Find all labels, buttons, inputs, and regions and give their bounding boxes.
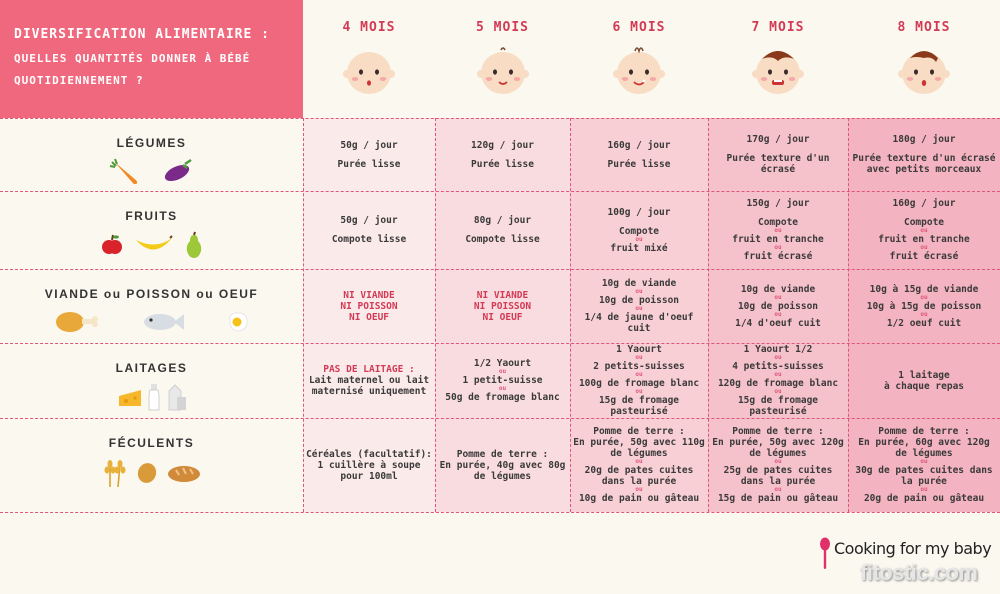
cell-line: 1/4 de jaune d'oeuf cuit xyxy=(584,312,694,334)
wheat-icon xyxy=(102,458,128,488)
column-divider xyxy=(848,118,849,512)
cell-or: ou xyxy=(920,293,928,301)
cell-line: 1 petit-suisse xyxy=(462,375,543,386)
cell-line: En purée, 50g avec 120g de légumes xyxy=(712,437,844,459)
cell-line: 50g / jour xyxy=(340,139,398,151)
cell-warning: PAS DE LAITAGE : xyxy=(323,364,415,375)
cell-line: 15g de fromage pasteurisé xyxy=(737,395,819,417)
cell-line: fruit écrasé xyxy=(743,251,813,262)
table-cell xyxy=(570,118,708,191)
cell-or: ou xyxy=(774,244,782,251)
row-divider xyxy=(0,418,1000,419)
subtitle-line-1: QUELLES QUANTITÉS DONNER À BÉBÉ xyxy=(14,52,251,65)
cell-or: ou xyxy=(635,388,643,395)
cheese-icon xyxy=(117,386,143,408)
cell-line: Compote lisse xyxy=(465,234,540,245)
row-label xyxy=(0,343,303,418)
cell-line: 1 cuillère à soupe pour 100ml xyxy=(317,459,421,482)
cell-line: 10g de poisson xyxy=(737,300,819,312)
fish-icon xyxy=(140,310,186,334)
baby-face-icon xyxy=(748,45,808,97)
cell-line: 160g / jour xyxy=(607,139,671,151)
cell-or: ou xyxy=(498,385,507,392)
table-cell xyxy=(848,191,1000,269)
table-cell xyxy=(435,191,570,269)
cell-warning: NI VIANDE xyxy=(343,289,395,301)
row-label-text: FÉCULENTS xyxy=(108,436,195,450)
cell-line: En purée, 50g avec 110g de légumes xyxy=(573,437,705,459)
cell-line: 10g de pain ou gâteau xyxy=(578,493,700,504)
cell-or: ou xyxy=(635,235,643,243)
cell-line: 30g de pates cuites dans la purée xyxy=(855,465,993,487)
spoon-icon xyxy=(818,537,832,571)
cell-or: ou xyxy=(774,227,782,234)
cell-line: Pomme de terre : xyxy=(456,448,549,460)
cell-or: ou xyxy=(635,354,643,361)
egg-icon xyxy=(226,310,250,334)
column-divider xyxy=(303,118,304,512)
cell-line: Compote lisse xyxy=(331,234,407,245)
cell-line: 20g de pain ou gâteau xyxy=(863,493,985,504)
bread-icon xyxy=(166,462,202,484)
cell-line: 4 petits-suisses xyxy=(732,361,824,372)
table-cell xyxy=(303,269,435,343)
cell-warning: NI POISSON xyxy=(340,300,398,312)
cell-line: 1/2 oeuf cuit xyxy=(886,317,962,329)
table-cell xyxy=(848,418,1000,512)
pear-icon xyxy=(184,231,204,259)
cell-or: ou xyxy=(635,305,643,312)
cell-line: 50g / jour xyxy=(340,215,398,226)
age-label: 5 MOIS xyxy=(476,20,529,35)
baby-face-icon xyxy=(473,45,533,97)
cell-line: Purée texture d'un écrasé avec petits morceaux xyxy=(852,153,996,175)
cell-or: ou xyxy=(774,371,782,378)
cell-or: ou xyxy=(774,310,782,318)
table-cell xyxy=(708,343,848,418)
cell-warning: NI VIANDE xyxy=(476,289,529,301)
cell-or: ou xyxy=(920,310,928,318)
title-box xyxy=(0,0,303,118)
table-cell xyxy=(303,418,435,512)
table-cell xyxy=(570,343,708,418)
table-cell xyxy=(303,118,435,191)
cell-line: 1 Yaourt 1/2 xyxy=(743,344,813,355)
logo-text: Cooking for my baby xyxy=(834,539,992,558)
cell-line: 10g de viande xyxy=(601,278,677,289)
row-label xyxy=(0,418,303,512)
cell-line: En purée, 40g avec 80g de légumes xyxy=(439,459,566,482)
table-cell xyxy=(848,343,1000,418)
cell-line: 10g à 15g de poisson xyxy=(866,300,982,312)
cell-or: ou xyxy=(774,486,782,493)
cell-line: 1 Yaourt xyxy=(616,344,662,355)
cell-line: 150g / jour xyxy=(746,198,810,209)
cell-line: 100g de fromage blanc xyxy=(578,378,700,389)
row-divider xyxy=(0,191,1000,192)
table-cell xyxy=(435,343,570,418)
cell-or: ou xyxy=(920,227,928,234)
column-header xyxy=(435,0,570,118)
cell-line: Lait maternel ou lait maternisé uniquement xyxy=(308,375,430,397)
column-divider xyxy=(435,118,436,512)
cell-or: ou xyxy=(920,458,928,465)
cell-or: ou xyxy=(635,458,643,465)
age-label: 7 MOIS xyxy=(751,20,805,35)
baby-face-icon xyxy=(894,45,954,97)
potato-icon xyxy=(136,462,158,484)
table-cell xyxy=(848,269,1000,343)
drumstick-icon xyxy=(54,309,100,335)
cell-line: 160g / jour xyxy=(892,198,956,209)
row-icons xyxy=(102,458,202,488)
row-label xyxy=(0,118,303,191)
cell-line: 120g / jour xyxy=(471,139,534,151)
cell-line: à chaque repas xyxy=(883,380,965,392)
table-cell xyxy=(848,118,1000,191)
row-icons xyxy=(109,158,195,184)
cell-line: En purée, 60g avec 120g de légumes xyxy=(858,437,990,459)
table-cell xyxy=(435,418,570,512)
watermark: fitostic.com xyxy=(860,560,978,585)
cell-line: 10g de poisson xyxy=(598,295,680,306)
table-cell xyxy=(303,191,435,269)
cell-or: ou xyxy=(498,368,507,375)
baby-face-icon xyxy=(339,45,399,97)
age-label: 6 MOIS xyxy=(612,20,666,35)
carrot-icon xyxy=(109,158,143,184)
page-subtitle xyxy=(14,48,289,92)
cell-line: Compote xyxy=(757,217,799,228)
cell-line: 20g de pates cuites dans la purée xyxy=(584,465,694,487)
cell-line: 120g de fromage blanc xyxy=(717,378,839,389)
age-label: 8 MOIS xyxy=(897,20,951,35)
cell-line: 180g / jour xyxy=(892,134,956,145)
row-icons xyxy=(100,231,204,259)
cell-line: 170g / jour xyxy=(746,134,810,145)
table-cell xyxy=(708,118,848,191)
table-cell xyxy=(570,191,708,269)
cell-line: 1/4 d'oeuf cuit xyxy=(735,317,821,329)
cell-line: fruit mixé xyxy=(610,242,668,254)
cell-line: fruit écrasé xyxy=(889,251,959,262)
column-divider xyxy=(570,118,571,512)
table-cell xyxy=(708,191,848,269)
cell-line: 10g à 15g de viande xyxy=(869,283,979,295)
cell-line: Purée lisse xyxy=(337,158,401,170)
cell-or: ou xyxy=(920,244,928,251)
cell-line: Compote xyxy=(618,225,660,237)
row-icons xyxy=(117,383,187,411)
column-header xyxy=(848,0,1000,118)
table-cell xyxy=(570,418,708,512)
cell-or: ou xyxy=(920,486,928,493)
row-label-text: LÉGUMES xyxy=(116,136,187,150)
cell-or: ou xyxy=(635,288,643,295)
row-label-text: FRUITS xyxy=(125,209,178,223)
cell-line: 1/2 Yaourt xyxy=(473,358,532,369)
table-cell xyxy=(435,269,570,343)
cell-or: ou xyxy=(774,458,782,465)
column-header xyxy=(708,0,848,118)
milk-carton-icon xyxy=(165,383,187,411)
cell-line: fruit en tranche xyxy=(878,234,970,245)
row-divider xyxy=(0,343,1000,344)
apple-icon xyxy=(100,233,124,257)
cell-line: 80g / jour xyxy=(473,215,532,226)
cell-warning: NI OEUF xyxy=(348,311,390,323)
cell-line: 100g / jour xyxy=(607,206,671,218)
cell-line: Pomme de terre : xyxy=(732,426,824,437)
milk-bottle-icon xyxy=(147,383,161,411)
cell-or: ou xyxy=(774,354,782,361)
column-header xyxy=(303,0,435,118)
row-label-text: VIANDE ou POISSON ou OEUF xyxy=(44,287,259,301)
cell-line: Pomme de terre : xyxy=(593,426,685,437)
cell-warning: NI OEUF xyxy=(482,311,523,323)
cell-line: 2 petits-suisses xyxy=(593,361,685,372)
banana-icon xyxy=(134,234,174,256)
cell-line: 25g de pates cuites dans la purée xyxy=(723,465,833,487)
cell-line: Céréales (facultatif): xyxy=(306,448,432,460)
cell-line: 15g de fromage pasteurisé xyxy=(598,395,680,417)
subtitle-line-2: QUOTIDIENNEMENT ? xyxy=(14,74,144,87)
age-label: 4 MOIS xyxy=(342,20,396,35)
cell-or: ou xyxy=(635,486,643,493)
row-icons xyxy=(54,309,250,335)
cell-line: Purée lisse xyxy=(607,158,671,170)
cell-line: Pomme de terre : xyxy=(878,426,970,437)
row-label-text: LAITAGES xyxy=(115,361,188,375)
cell-line: Compote xyxy=(903,217,945,228)
page-title: DIVERSIFICATION ALIMENTAIRE : xyxy=(14,27,270,42)
cell-line: 1 laitage xyxy=(898,369,950,381)
table-cell xyxy=(708,269,848,343)
row-label xyxy=(0,269,303,343)
row-label xyxy=(0,191,303,269)
table-cell xyxy=(435,118,570,191)
cell-warning: NI POISSON xyxy=(473,300,532,312)
row-divider xyxy=(0,269,1000,270)
row-divider xyxy=(0,512,1000,513)
table-cell xyxy=(303,343,435,418)
table-cell xyxy=(708,418,848,512)
cell-or: ou xyxy=(774,388,782,395)
cell-or: ou xyxy=(635,371,643,378)
table-cell xyxy=(570,269,708,343)
baby-face-icon xyxy=(609,45,669,97)
cell-or: ou xyxy=(774,293,782,301)
cell-line: Purée lisse xyxy=(471,158,534,170)
row-divider xyxy=(0,118,1000,119)
cell-line: Purée texture d'un écrasé xyxy=(726,153,830,175)
cell-line: fruit en tranche xyxy=(732,234,824,245)
eggplant-icon xyxy=(161,158,195,184)
column-divider xyxy=(708,118,709,512)
cell-line: 10g de viande xyxy=(740,283,816,295)
cell-line: 50g de fromage blanc xyxy=(445,392,560,403)
column-header xyxy=(570,0,708,118)
cell-line: 15g de pain ou gâteau xyxy=(717,493,839,504)
